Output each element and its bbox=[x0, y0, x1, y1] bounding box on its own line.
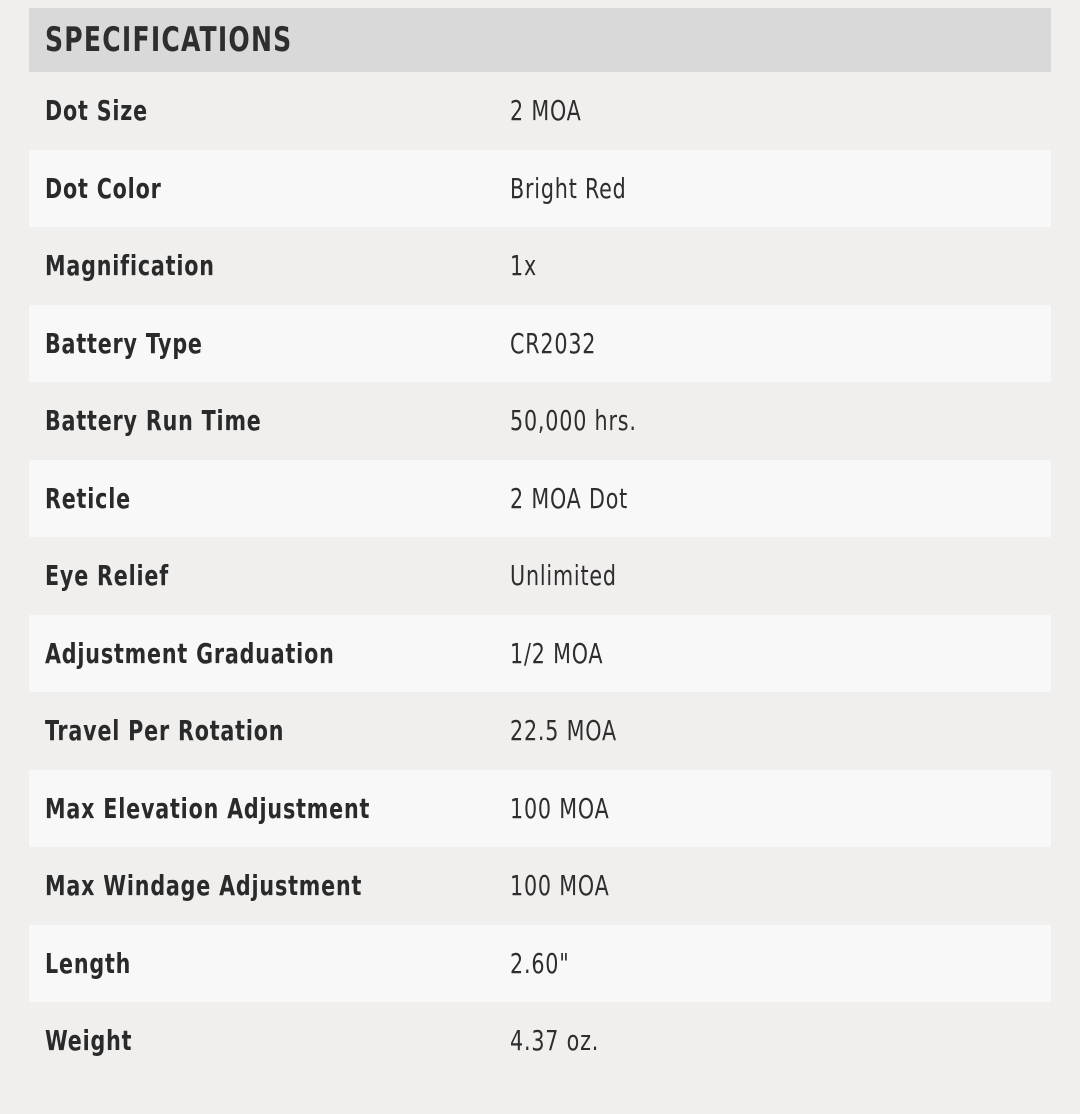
spec-row-weight bbox=[29, 1002, 1051, 1080]
spec-label: Eye Relief bbox=[45, 559, 170, 593]
spec-label: Length bbox=[45, 946, 132, 980]
spec-value: 100 MOA bbox=[510, 791, 610, 825]
spec-label: Max Windage Adjustment bbox=[45, 869, 363, 903]
spec-row-travel-per-rotation bbox=[29, 692, 1051, 770]
spec-label: Adjustment Graduation bbox=[45, 636, 335, 670]
specifications-header bbox=[29, 8, 1051, 72]
spec-row-max-windage-adjustment bbox=[29, 847, 1051, 925]
spec-row-magnification bbox=[29, 227, 1051, 305]
spec-row-reticle bbox=[29, 460, 1051, 538]
spec-label: Dot Size bbox=[45, 94, 148, 128]
spec-value: 2 MOA Dot bbox=[510, 481, 629, 515]
spec-value: 4.37 oz. bbox=[510, 1024, 600, 1058]
spec-value: 100 MOA bbox=[510, 869, 610, 903]
spec-label: Magnification bbox=[45, 249, 215, 283]
specifications-table bbox=[29, 8, 1051, 1080]
spec-row-max-elevation-adjustment bbox=[29, 770, 1051, 848]
spec-label: Max Elevation Adjustment bbox=[45, 791, 371, 825]
spec-value: CR2032 bbox=[510, 326, 597, 360]
spec-row-adjustment-graduation bbox=[29, 615, 1051, 693]
spec-row-length bbox=[29, 925, 1051, 1003]
spec-label: Dot Color bbox=[45, 171, 162, 205]
spec-value: Unlimited bbox=[510, 559, 617, 593]
spec-row-battery-run-time bbox=[29, 382, 1051, 460]
specifications-title: SPECIFICATIONS bbox=[45, 20, 293, 60]
spec-label: Travel Per Rotation bbox=[45, 714, 285, 748]
spec-label: Reticle bbox=[45, 481, 131, 515]
spec-row-battery-type bbox=[29, 305, 1051, 383]
spec-label: Battery Run Time bbox=[45, 404, 262, 438]
spec-value: 50,000 hrs. bbox=[510, 404, 637, 438]
spec-label: Battery Type bbox=[45, 326, 203, 360]
spec-value: 2.60" bbox=[510, 946, 570, 980]
spec-row-dot-size bbox=[29, 72, 1051, 150]
spec-row-eye-relief bbox=[29, 537, 1051, 615]
spec-value: 2 MOA bbox=[510, 94, 582, 128]
spec-label: Weight bbox=[45, 1024, 133, 1058]
specifications-body bbox=[29, 72, 1051, 1080]
spec-value: Bright Red bbox=[510, 171, 627, 205]
spec-row-dot-color bbox=[29, 150, 1051, 228]
spec-value: 1x bbox=[510, 249, 538, 283]
spec-value: 1/2 MOA bbox=[510, 636, 604, 670]
spec-value: 22.5 MOA bbox=[510, 714, 617, 748]
